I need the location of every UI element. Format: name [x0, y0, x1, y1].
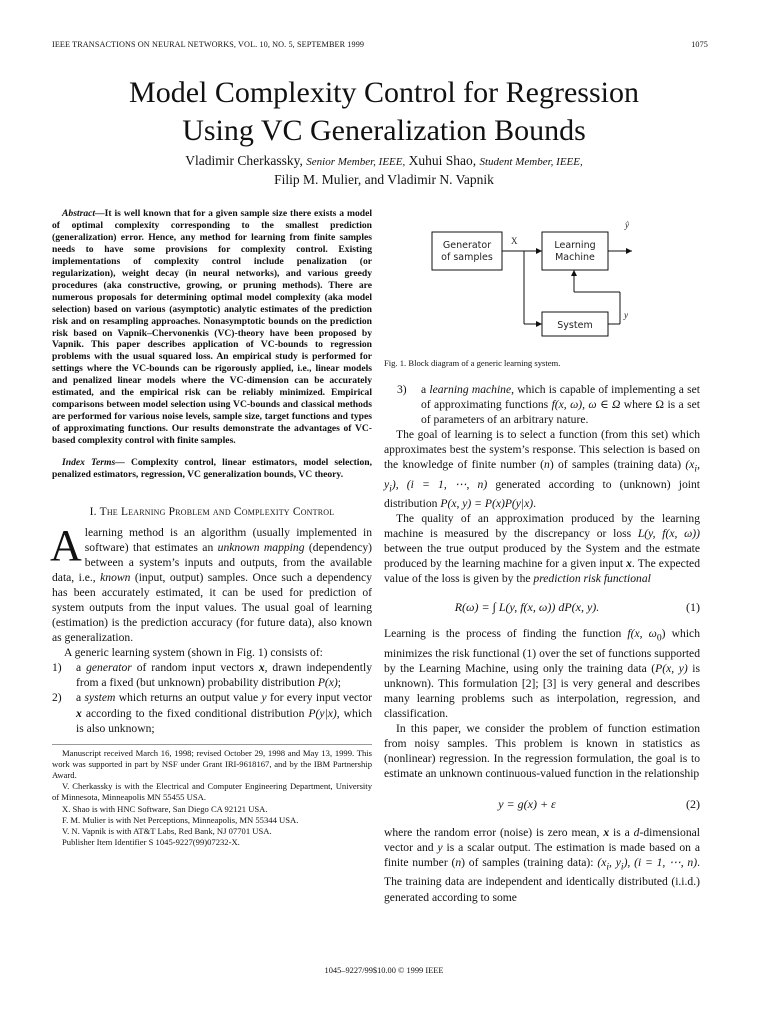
- title-line-2: Using VC Generalization Bounds: [182, 114, 586, 147]
- learning-label-2: Machine: [555, 252, 595, 263]
- figure-1: [384, 208, 700, 358]
- right-column: [384, 208, 700, 905]
- author-2: Xuhui Shao,: [408, 153, 477, 168]
- list-item: 3) a learning machine, which is capable of implementing a set of approximating functions f(x, ω), ω ∈ Ω where Ω is a set of parameters of an arbitrary nature.: [397, 383, 701, 427]
- author-list: [0, 152, 768, 188]
- right-paragraph-3: Learning is the process of finding the function f(x, $\omega_0$) which minimizes the risk functional (1) over the set of functions supported by the Learning Machine, using only the training data (P(x, y) is unknown). This formulation [2]; [3] is very general and describes many learning problems such as interpolation, regression, and classification.: [384, 627, 700, 720]
- author-1: Vladimir Cherkassky,: [185, 153, 303, 168]
- paper-title: [0, 74, 768, 150]
- section-heading: I. The Learning Problem and Complexity Control: [89, 505, 335, 518]
- abstract: Abstract—It is well known that for a given sample size there exists a model of optimal complexity corresponding to the smallest prediction (generalization) error. Hence, any method for learning from finite samples needs to have some provisions for complexity control. Existing implementations of complexity control include penalization (or regularization), weight decay (in neural networks), and various greedy procedures (aka constructive, growing, or pruning methods). There are numerous proposals for determining optimal model complexity (aka model selection) based on various (asymptotic) analytic estimates of the prediction risk and on resampling approaches. Nonasymptotic bounds on the prediction risk based on Vapnik–Chervonenkis (VC)-theory have been proposed by Vapnik. This paper describes application of VC-bounds to regression problems with the usual squared loss. An empirical study is performed for settings where the VC-bounds can be rigorously applied, i.e., linear models and penalized linear models where the VC-dimension can be accurately estimated, and the empirical risk can be reliably minimized. Empirical comparisons between model selection using VC-bounds and classical methods are performed for various noise levels, sample size, target functions and types of approximating functions. Our results demonstrate the advantages of VC-based complexity control with finite samples.: [52, 208, 372, 447]
- equation-1: R(ω) = ∫ L(y, f(x, ω)) dP(x, y). (1): [454, 599, 700, 614]
- generator-label-1: Generator: [442, 240, 492, 251]
- right-paragraph-4: In this paper, we consider the problem of function estimation from noisy samples. This problem is known in statistics as (nonlinear) regression. In the regression formulation, the goal is to estimate an unknown continuous-valued function in the relationship: [384, 721, 700, 780]
- author-line-2: Filip M. Mulier, and Vladimir N. Vapnik: [274, 172, 494, 187]
- list-item: 1) a generator of random input vectors x, drawn independently from a fixed (but unknown) probability distribution P(x);: [52, 661, 372, 690]
- index-terms: Index Terms— Complexity control, linear estimators, model selection, penalized estimators, regression, VC generalization bounds, VC theory.: [52, 457, 372, 481]
- learning-machine-box: [542, 232, 608, 270]
- generator-box: [432, 232, 502, 270]
- right-paragraph-5: where the random error (noise) is zero mean, x is a d-dimensional vector and y is a scalar output. The estimation is made based on a finite number (n) of samples (training data): ($x_i$, $y_i$), (i = 1, ⋯, n). The training data are independent and identically distributed (i.i.d.) generated according to some: [384, 826, 700, 904]
- right-paragraph-1: The goal of learning is to select a function (from this set) which approximates best the system’s response. This selection is based on the knowledge of finite number (n) of samples (training data) ($x_i$, $y_i$), (i = 1, ⋯, n) generated according to (unknown) joint distribution P(x, y) = P(x)P(y|x).: [384, 428, 700, 510]
- x-label: X: [511, 236, 518, 246]
- generator-label-2: of samples: [441, 252, 493, 263]
- page-footer: 1045–9227/99$10.00 © 1999 IEEE: [324, 966, 444, 975]
- component-list: [52, 660, 372, 735]
- learning-label-1: Learning: [554, 240, 596, 251]
- figure-caption: Fig. 1. Block diagram of a generic learning system.: [384, 358, 561, 368]
- block-diagram: [384, 208, 700, 358]
- left-column: [52, 208, 372, 848]
- title-line-1: Model Complexity Control for Regression: [129, 76, 639, 109]
- footnotes: Manuscript received March 16, 1998; revised October 29, 1998 and May 13, 1999. This work was supported in part by NSF under Grant IRI-9618167, and by the IBM Partnership Award. V. Cherkassky is with the Electrical and Computer Engineering Department, University of Minnesota, Minneapolis MN 55455 USA. X. Shao is with HNC Software, San Diego CA 92121 USA. F. M. Mulier is with Net Perceptions, Minneapolis, MN 55344 USA. V. N. Vapnik is with AT&T Labs, Red Bank, NJ 07701 USA. Publisher Item Identifier S 1045-9227(99)07232-X.: [52, 744, 372, 849]
- running-header: IEEE TRANSACTIONS ON NEURAL NETWORKS, VOL. 10, NO. 5, SEPTEMBER 1999: [52, 40, 365, 49]
- author-2-role: Student Member, IEEE,: [479, 156, 583, 168]
- drop-cap: A: [50, 520, 82, 570]
- page-number: 1075: [691, 40, 708, 49]
- yhat-label: ŷ: [625, 220, 629, 230]
- section1-paragraph-2: A generic learning system (shown in Fig. 1) consists of:: [64, 646, 323, 660]
- list-item: 2) a system which returns an output value y for every input vector x according to the fixed conditional distribution P(y|x), which is also unknown;: [52, 691, 372, 735]
- equation-2: y = g(x) + ε (2): [498, 796, 700, 811]
- section1-paragraph-1: A learning method is an algorithm (usually implemented in software) that estimates an unknown mapping (dependency) between a system’s inputs and outputs, from the available data, i.e., known (input, output) samples. Once such a dependency has been accurately estimated, it can be used for prediction of system outputs from the input values. The usual goal of learning (estimation) is the prediction accuracy (for future data), also known as generalization.: [50, 520, 373, 645]
- system-label: System: [557, 320, 593, 331]
- author-1-role: Senior Member, IEEE,: [306, 156, 406, 168]
- y-label: y: [624, 310, 628, 320]
- right-paragraph-2: The quality of an approximation produced by the learning machine is measured by the discrepancy or loss L(y, f(x, ω)) between the true output produced by the System and the estmate produced by the learning machine for a given input x. The expected value of the loss is given by the prediction risk functional: [384, 512, 701, 586]
